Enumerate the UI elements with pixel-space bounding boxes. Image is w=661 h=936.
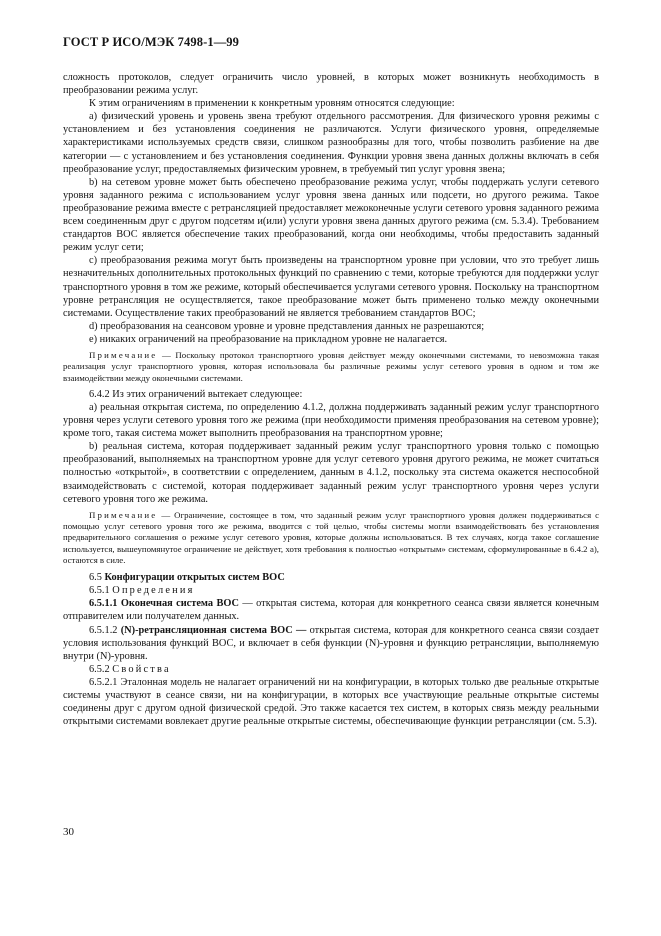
note-text: — Поскольку протокол транспортного уровня действует между оконечными системами, то невозможна такая реализация услуг транспортного уровня, которая использовала бы различные режимы услуг сетевого уровня в одном и том же взаимодействии между оконечными системами. <box>63 349 599 383</box>
definition-text: — открытая система, которая для конкретного сеанса связи является конечным отправителем или получателем данных. <box>63 598 599 623</box>
list-item-a: a) физический уровень и уровень звена требуют отдельного рассмотрения. Для физического уровня режимы с установлением и без установления соединения не различаются. Услуги физического уровня, определяемые характеристиками используемых средств связи, слишком разнообразны для того, чтобы позволить разбиение на две категории — с установлением и без установления соединения. Функции уровня звена данных должны включать в себя преобразование услуг, предоставляемых физическим уровнем, в требуемый тип услуг уровня звена; <box>63 111 599 175</box>
definition-number: 6.5.1.2 <box>89 624 121 636</box>
note-label: Примечание <box>89 349 158 360</box>
definition-term: (N)-ретрансляционная система ВОС — <box>120 624 307 636</box>
section-title: Свойства <box>112 663 171 675</box>
list-item-e: e) никаких ограничений на преобразование на прикладном уровне не налагается. <box>89 333 448 345</box>
note-text: — Ограничение, состоящее в том, что заданный режим услуг транспортного уровня должен поддерживаться с помощью услуг сетевого уровня того же режима, вводится с той целью, чтобы системы могли взаимодействовать без установления предварительного соглашения о режиме услуг сетевого уровня, которые должны использоваться. В тех случаях, когда такое соглашение используется, вышеупомянутое ограничение не действует, хотя требования к полностью «открытым» системам, сформулированные в 6.4.2 a), остаются в силе. <box>63 509 599 565</box>
document-header: ГОСТ Р ИСО/МЭК 7498-1—99 <box>63 35 239 49</box>
paragraph-6-4-2: 6.4.2 Из этих ограничений вытекает следующее: <box>89 388 303 400</box>
section-number: 6.5.2 <box>89 663 113 675</box>
page-number: 30 <box>63 826 74 838</box>
paragraph-6-5-2-1: 6.5.2.1 Эталонная модель не налагает ограничений ни на конфигурации, в которых только две реальные открытые системы участвуют в сеансе связи, ни на конфигурации, в которых все участвующие реальные открытые системы соединены друг с другом одной физической средой. Это также касается тех систем, в которых связь между реальными открытыми системами вовлекает другие реальные открытые системы, обеспечивающие функции ретрансляции (см. 5.3). <box>63 676 599 728</box>
paragraph-continuation: сложность протоколов, следует ограничить число уровней, в которых может возникнуть необходимость в преобразовании режима услуг. <box>63 72 599 97</box>
section-number: 6.5.1 <box>89 585 113 597</box>
definition-relay-system <box>63 624 599 663</box>
paragraph-restrictions-intro: К этим ограничениям в применении к конкретным уровням относятся следующие: <box>89 98 455 110</box>
subsection-heading-6-5-2 <box>63 663 599 676</box>
section-title: Конфигурации открытых систем ВОС <box>104 572 285 584</box>
section-number: 6.5 <box>89 572 105 584</box>
definition-end-system <box>63 597 599 623</box>
list-item-b: b) на сетевом уровне может быть обеспечено преобразование режима услуг, чтобы поддержать услуги сетевого уровня заданного режима с использованием услуг уровня звена данных или подсети, но другого режима. Такое преобразование режима вместе с ретрансляцией предоставляет межоконечные услуги сетевого уровня заданного режима всем соединенным друг с другом подсетям и(или) услуги уровня звена данных другого режима (см. 5.3.4). Требованием стандартов ВОС является обеспечение таких преобразований, когда они необходимы, чтобы предоставить заданный режим услуг сети; <box>63 176 599 254</box>
list-item-c: c) преобразования режима могут быть произведены на транспортном уровне при условии, что это требует лишь незначительных дополнительных протокольных функций по сравнению с теми, которые требуются для поддержки услуг транспортного уровня в том же режиме, который обеспечивается услугами сетевого уровня. Поскольку на транспортном уровне ретрансляция не осуществляется, такое преобразование может быть применено только между оконечными системами. Осуществление таких преобразований не является требованием стандартов ВОС; <box>63 255 599 319</box>
definition-term: 6.5.1.1 Оконечная система ВОС <box>89 598 240 610</box>
list-item-a-2: a) реальная открытая система, по определению 4.1.2, должна поддерживать заданный режим услуг транспортного уровня через услуги сетевого уровня того же режима (при необходимости применяя преобразования на сетевом уровне); кроме того, такая система может выполнить преобразования на транспортном уровне; <box>63 401 599 440</box>
note-label: Примечание <box>89 509 158 520</box>
definition-text: открытая система, которая для конкретного сеанса связи создает условия использования функций ВОС, и включает в себя функции (N)-уровня и функцию ретрансляции, выполняемую внутри (N)-уровня. <box>63 624 600 662</box>
subsection-heading-6-5-1 <box>63 584 599 597</box>
list-item-b-2: b) реальная система, которая поддерживает заданный режим услуг транспортного уровня только с помощью преобразований, выполняемых на транспортном уровне для услуг сетевого уровня другого режима, не может считаться полностью «открытой», в соответствии с определением, данным в 4.1.2, поскольку эта система окажется неспособной взаимодействовать с системой, которая поддерживает заданный режим услуг транспортного уровня через услуги сетевого уровня того же режима. <box>63 441 599 505</box>
section-title: Определения <box>112 585 195 597</box>
list-item-d: d) преобразования на сеансовом уровне и уровне представления данных не разрешаются; <box>89 320 485 332</box>
note-2 <box>63 510 599 566</box>
page-body <box>63 71 599 728</box>
section-heading-6-5 <box>63 571 599 584</box>
note-1 <box>63 350 599 384</box>
